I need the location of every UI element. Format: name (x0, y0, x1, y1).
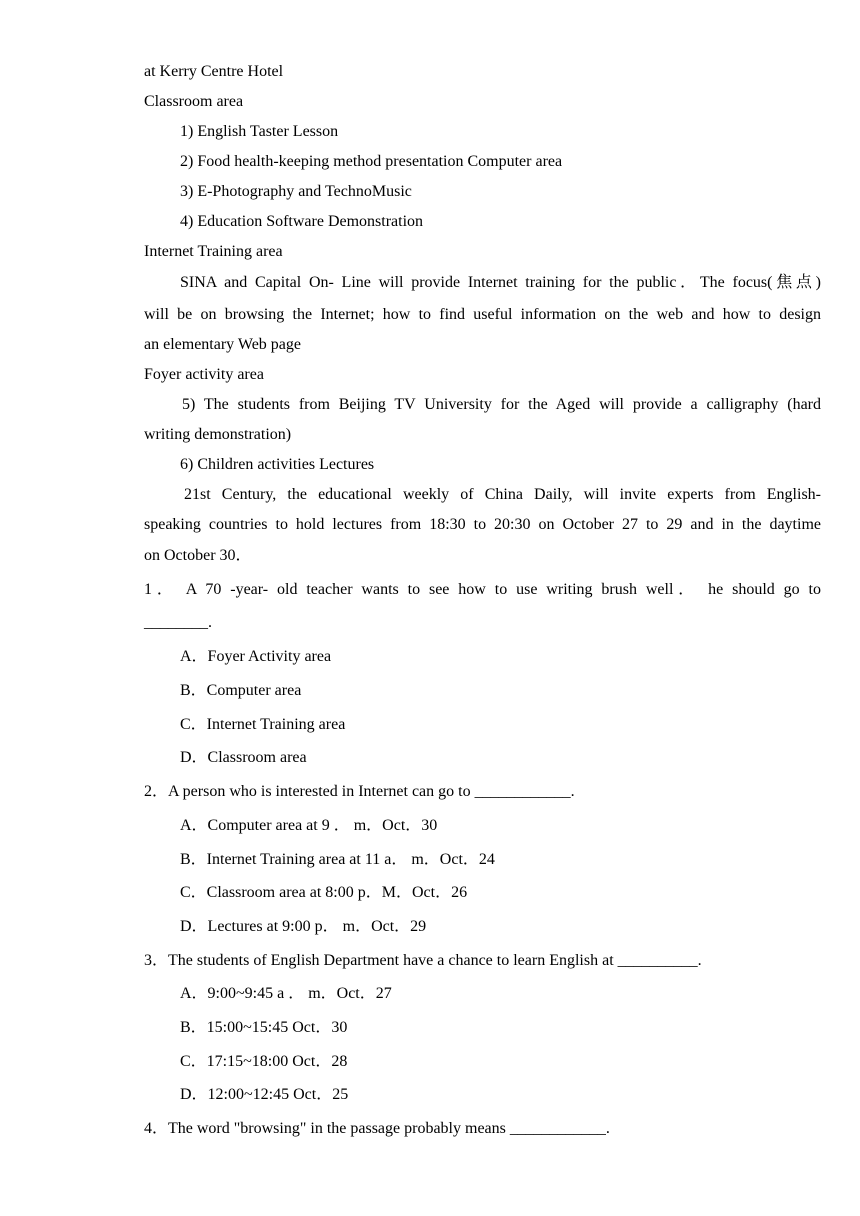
question-2-option-a: A．Computer area at 9 ． m．Oct．30 (180, 817, 438, 834)
classroom-item-2: 2) Food health-keeping method presentation Computer area (180, 153, 563, 170)
internet-paragraph-line-3: an elementary Web page (144, 336, 302, 353)
question-2-option-b: B．Internet Training area at 11 a． m．Oct．24 (180, 851, 495, 868)
question-1-option-c: C．Internet Training area (180, 716, 346, 733)
question-3-option-b: B．15:00~15:45 Oct．30 (180, 1019, 348, 1036)
lectures-line-2: speaking countries to hold lectures from 18:30 to 20:30 on October 27 to 29 and in the daytime (144, 516, 821, 533)
classroom-item-3: 3) E-Photography and TechnoMusic (180, 183, 412, 200)
foyer-item-6: 6) Children activities Lectures (180, 456, 375, 473)
question-4-stem: 4．The word "browsing" in the passage probably means ____________. (144, 1120, 610, 1137)
question-3-option-a: A．9:00~9:45 a ． m．Oct．27 (180, 985, 392, 1002)
classroom-item-1: 1) English Taster Lesson (180, 123, 339, 140)
question-2-stem: 2．A person who is interested in Internet can go to ____________. (144, 783, 575, 800)
foyer-item-5-line-2: writing demonstration) (144, 426, 292, 443)
question-1-option-d: D．Classroom area (180, 749, 307, 766)
question-2-option-d: D．Lectures at 9:00 p． m．Oct．29 (180, 918, 427, 935)
internet-paragraph-line-1: SINA and Capital On- Line will provide Internet training for the public．The focus(焦点) (180, 274, 821, 291)
question-1-option-a: A．Foyer Activity area (180, 648, 332, 665)
lectures-line-1: 21st Century, the educational weekly of China Daily, will invite experts from English- (184, 486, 821, 503)
question-1-stem-line-1: 1． A 70 -year- old teacher wants to see how to use writing brush well． he should go to (144, 581, 821, 598)
foyer-heading: Foyer activity area (144, 366, 264, 383)
classroom-item-4: 4) Education Software Demonstration (180, 213, 424, 230)
question-1-option-b: B．Computer area (180, 682, 302, 699)
internet-paragraph-line-2: will be on browsing the Internet; how to find useful information on the web and how to design (144, 306, 821, 323)
foyer-item-5-line-1: 5) The students from Beijing TV University for the Aged will provide a calligraphy (hard (182, 396, 821, 413)
question-3-option-c: C．17:15~18:00 Oct．28 (180, 1053, 348, 1070)
venue-line: at Kerry Centre Hotel (144, 63, 284, 80)
internet-heading: Internet Training area (144, 243, 283, 260)
question-1-stem-line-2: ________. (144, 614, 212, 631)
classroom-heading: Classroom area (144, 93, 244, 110)
question-3-option-d: D．12:00~12:45 Oct．25 (180, 1086, 349, 1103)
question-3-stem: 3．The students of English Department have a chance to learn English at __________. (144, 952, 702, 969)
question-2-option-c: C．Classroom area at 8:00 p．M．Oct．26 (180, 884, 468, 901)
lectures-line-3: on October 30． (144, 547, 252, 564)
